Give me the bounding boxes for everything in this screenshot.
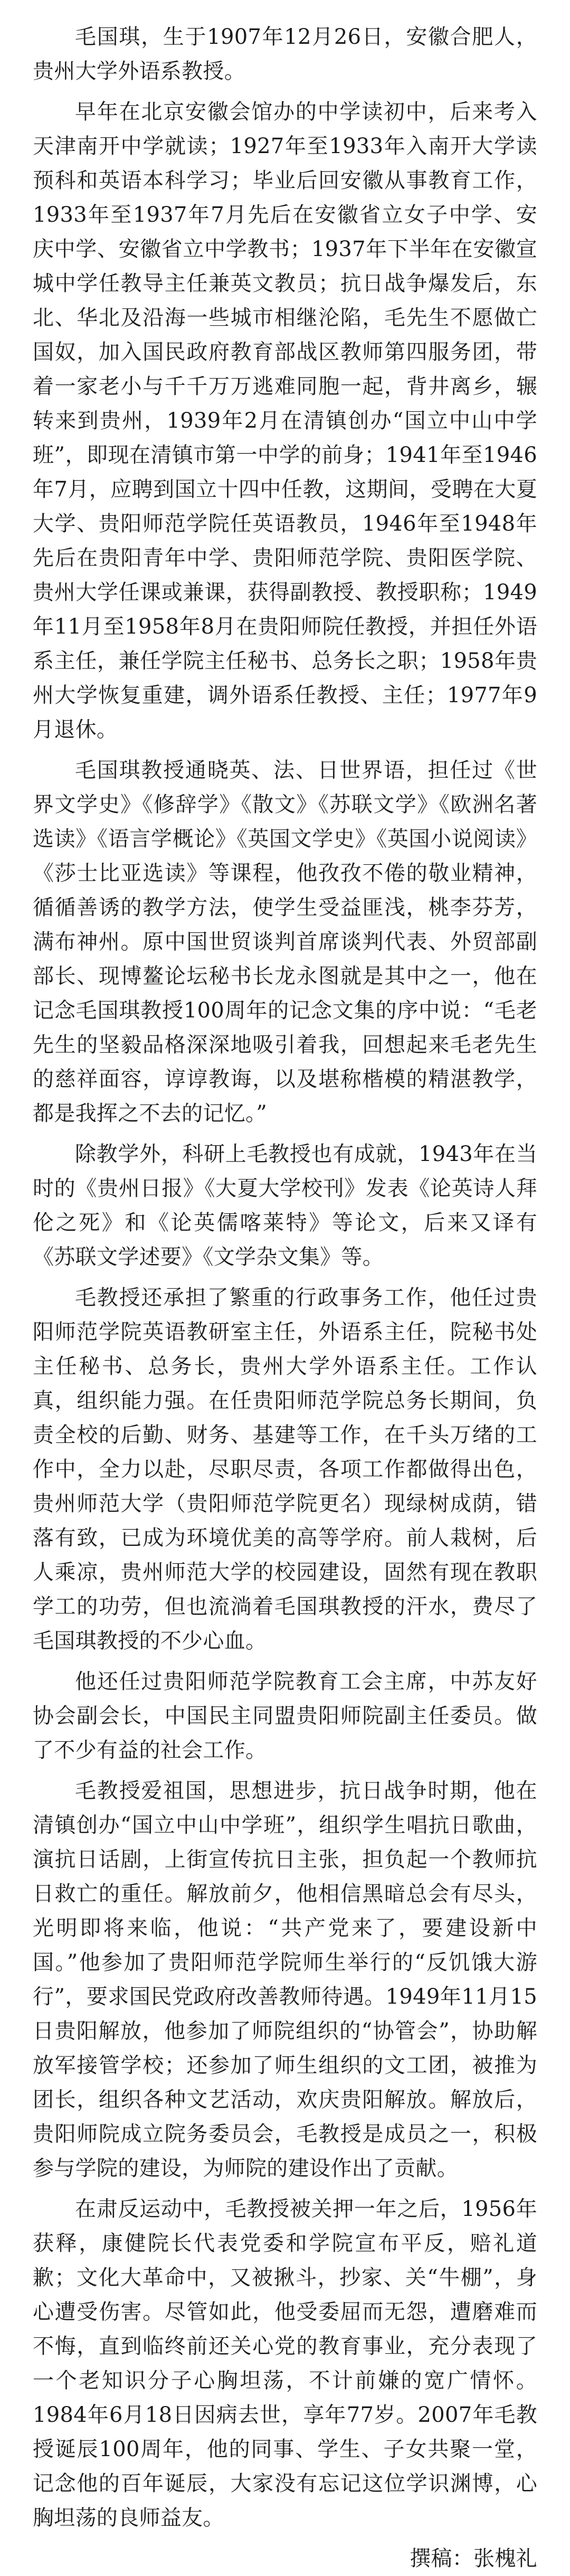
paragraph-social-work: 他还任过贵阳师范学院教育工会主席，中苏友好协会副会长，中国民主同盟贵阳师院副主任委员。做了不少有益的社会工作。 xyxy=(33,1669,537,1762)
paragraph-research: 除教学外，科研上毛教授也有成就，1943年在当时的《贵州日报》《大夏大学校刊》发表《论英诗人拜伦之死》和《论英儒喀莱特》等论文，后来又译有《苏联文学述要》《文学杂文集》等。 xyxy=(33,1142,537,1269)
paragraph-intro: 毛国琪，生于1907年12月26日，安徽合肥人，贵州大学外语系教授。 xyxy=(33,25,537,83)
paragraph-patriotism: 毛教授爱祖国，思想进步，抗日战争时期，他在清镇创办“国立中山中学班”，组织学生唱抗日歌曲，演抗日话剧，上街宣传抗日主张，担负起一个教师抗日救亡的重任。解放前夕，他相信黑暗总会有尽头，光明即将来临，他说：“共产党来了，要建设新中国。”他参加了贵阳师范学院师生举行的“反饥饿大游行”，要求国民党政府改善教师待遇。1949年11月15日贵阳解放，他参加了师院组织的“协管会”，协助解放军接管学校；还参加了师生组织的文工团，被推为团长，组织各种文艺活动，欢庆贵阳解放。解放后，贵阳师院成立院务委员会，毛教授是成员之一，积极参与学院的建设，为师院的建设作出了贡献。 xyxy=(33,1779,537,2181)
paragraph-later-life: 在肃反运动中，毛教授被关押一年之后，1956年获释，康健院长代表党委和学院宣布平反，赔礼道歉；文化大革命中，又被揪斗，抄家、关“牛棚”，身心遭受伤害。尽管如此，他受委屈而无怨，遭磨难而不悔，直到临终前还关心党的教育事业，充分表现了一个老知识分子心胸坦荡，不计前嫌的宽广情怀。1984年6月18日因病去世，享年77岁。2007年毛教授诞辰100周年，他的同事、学生、子女共聚一堂，记念他的百年诞辰，大家没有忘记这位学识渊博，心胸坦荡的良师益友。 xyxy=(33,2197,537,2530)
paragraph-career: 早年在北京安徽会馆办的中学读初中，后来考入天津南开中学就读；1927年至1933年入南开大学读预科和英语本科学习；毕业后回安徽从事教育工作，1933年至1937年7月先后在安徽省立女子中学、安庆中学、安徽省立中学教书；1937年下半年在安徽宣城中学任教导主任兼英文教员；抗日战争爆发后，东北、华北及沿海一些城市相继沦陷，毛先生不愿做亡国奴，加入国民政府教育部战区教师第四服务团，带着一家老小与千千万万逃难同胞一起，背井离乡，辗转来到贵州，1939年2月在清镇创办“国立中山中学班”，即现在清镇市第一中学的前身；1941年至1946年7月，应聘到国立十四中任教，这期间，受聘在大夏大学、贵阳师范学院任英语教员，1946年至1948年先后在贵阳青年中学、贵阳师范学院、贵阳医学院、贵州大学任课或兼课，获得副教授、教授职称；1949年11月至1958年8月在贵阳师院任教授，并担任外语系主任，兼任学院主任秘书、总务长之职；1958年贵州大学恢复重建，调外语系任教授、主任；1977年9月退休。 xyxy=(33,100,537,742)
paragraph-administration: 毛教授还承担了繁重的行政事务工作，他任过贵阳师范学院英语教研室主任，外语系主任，院秘书处主任秘书、总务长，贵州大学外语系主任。工作认真，组织能力强。在任贵阳师范学院总务长期间，负责全校的后勤、财务、基建等工作，在千头万绪的工作中，全力以赴，尽职尽责，各项工作都做得出色，贵州师范大学（贵阳师范学院更名）现绿树成荫，错落有致，已成为环境优美的高等学府。前人栽树，后人乘凉，贵州师范大学的校园建设，固然有现在教职学工的功劳，但也流淌着毛国琪教授的汗水，费尽了毛国琪教授的不少心血。 xyxy=(33,1286,537,1653)
paragraph-teaching: 毛国琪教授通晓英、法、日世界语，担任过《世界文学史》《修辞学》《散文》《苏联文学》《欧洲名著选读》《语言学概论》《英国文学史》《英国小说阅读》《莎士比亚选读》等课程，他孜孜不倦的敬业精神，循循善诱的教学方法，使学生受益匪浅，桃李芬芳，满布神州。原中国世贸谈判首席谈判代表、外贸部副部长、现博鳌论坛秘书长龙永图就是其中之一，他在记念毛国琪教授100周年的记念文集的序中说：“毛老先生的坚毅品格深深地吸引着我，回想起来毛老先生的慈祥面容，谆谆教诲，以及堪称楷模的精湛教学，都是我挥之不去的记忆。” xyxy=(33,758,537,1126)
document-body xyxy=(33,20,537,2576)
author-signature: 撰稿：张槐礼 xyxy=(410,2546,537,2571)
